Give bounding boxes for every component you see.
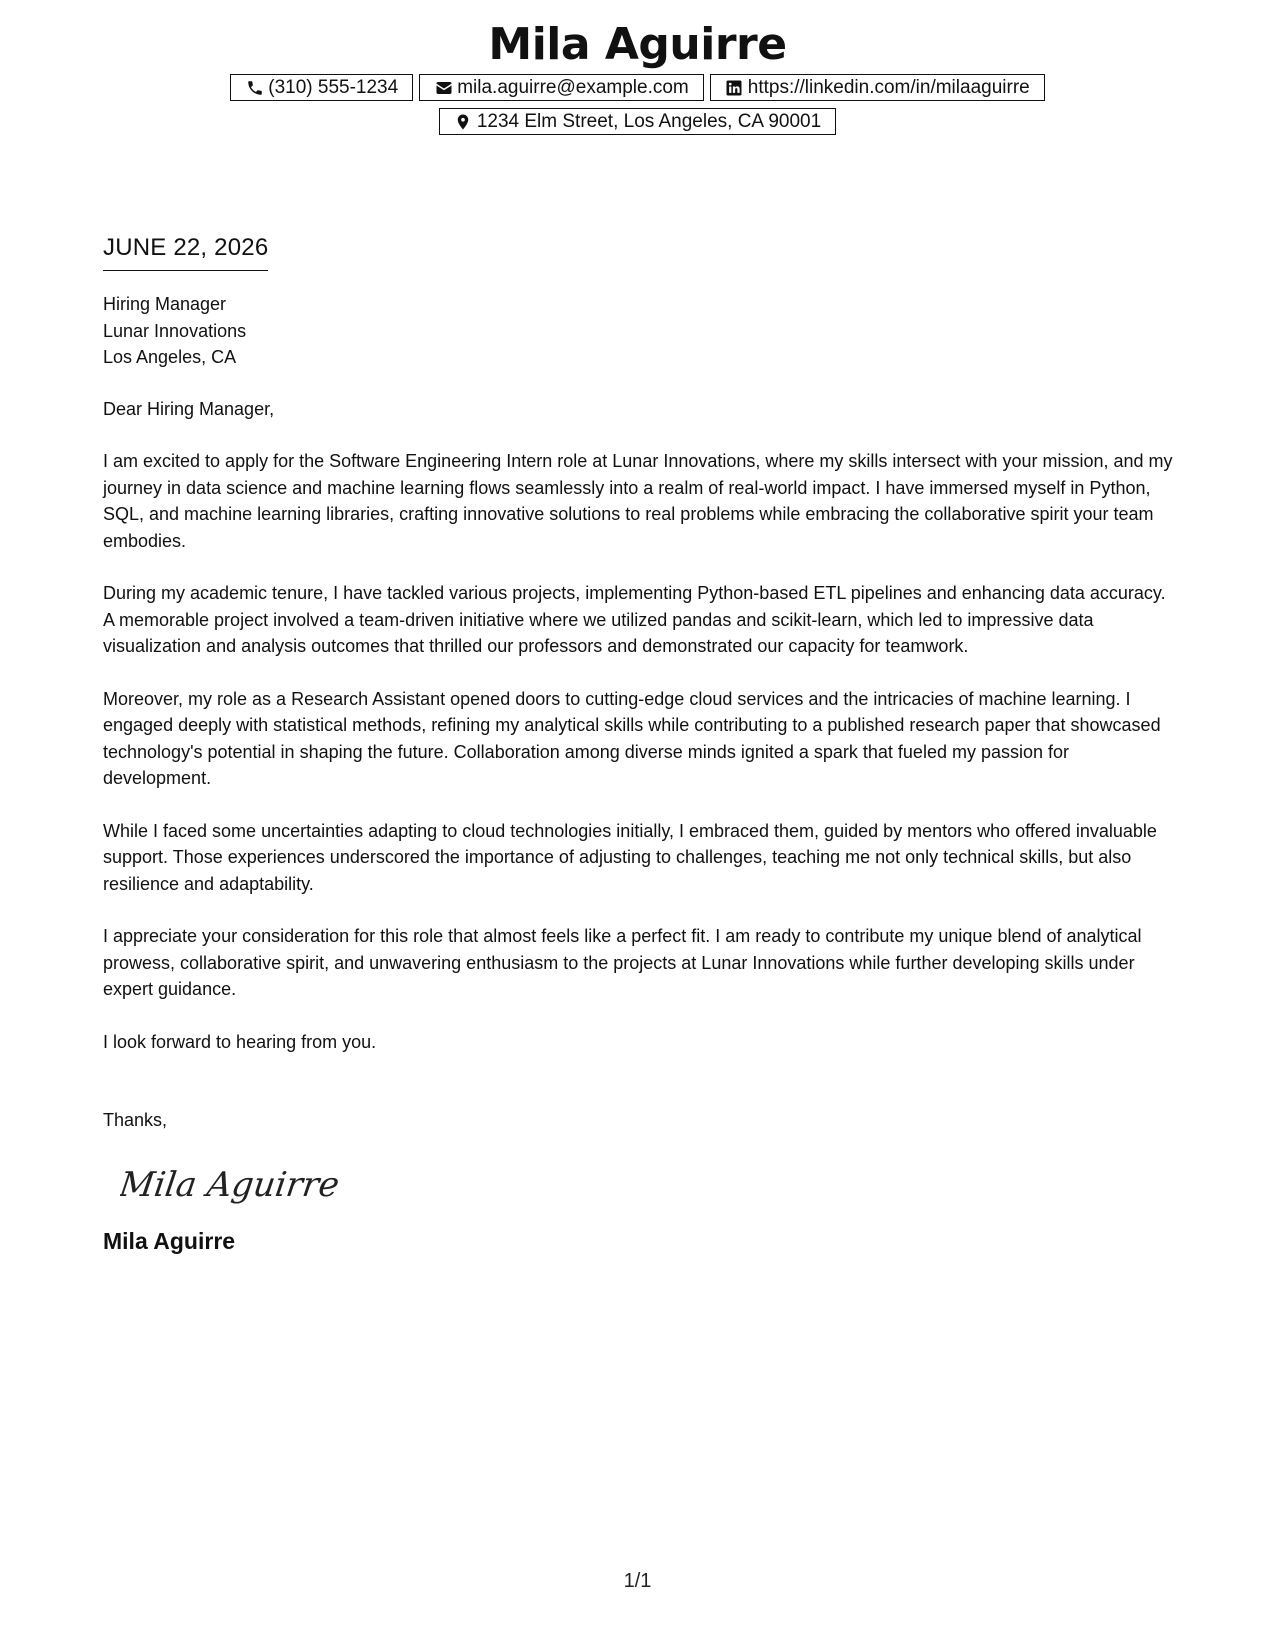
- phone-text: (310) 555-1234: [268, 77, 399, 98]
- linkedin-contact[interactable]: [710, 74, 1045, 101]
- envelope-icon: [434, 78, 453, 97]
- email-contact[interactable]: [419, 74, 704, 101]
- recipient-company: Lunar Innovations: [103, 320, 247, 341]
- salutation: Dear Hiring Manager,: [103, 398, 275, 419]
- body-paragraph: Moreover, my role as a Research Assistant opened doors to cutting-edge cloud services and the intricacies of machine learning. I engaged deeply with statistical methods, refining my analytical skills while contributing to a published research paper that showcased technology's potential in shaping the future. Collaboration among diverse minds ignited a spark that fueled my passion for development.: [103, 688, 1161, 788]
- letter-body: [103, 232, 1178, 1256]
- address-text: 1234 Elm Street, Los Angeles, CA 90001: [476, 111, 822, 132]
- linkedin-text: https://linkedin.com/in/milaaguirre: [747, 77, 1030, 98]
- contact-row-primary: [0, 74, 1275, 101]
- signoff: Thanks,: [103, 1110, 168, 1130]
- linkedin-icon: [725, 78, 744, 97]
- body-paragraph: During my academic tenure, I have tackled various projects, implementing Python-based ETL pipelines and enhancing data accuracy. A memorable project involved a team-driven initiative where we utilized pandas and scikit-learn, which led to impressive data visualization and analysis outcomes that thrilled our professors and demonstrated our capacity for teamwork.: [103, 583, 1166, 656]
- recipient-block: [103, 291, 1178, 371]
- handwritten-signature: [120, 1154, 350, 1214]
- letter-date: JUNE 22, 2026: [103, 232, 268, 271]
- phone-contact[interactable]: [230, 74, 413, 101]
- signer-name: Mila Aguirre: [103, 1227, 236, 1254]
- svg-text:Mila Aguirre: Mila Aguirre: [120, 1164, 342, 1205]
- phone-icon: [245, 78, 264, 97]
- letter-header: [0, 18, 1275, 135]
- email-text: mila.aguirre@example.com: [457, 77, 689, 98]
- contact-row-address: [0, 108, 1275, 135]
- address-contact: [439, 108, 836, 135]
- applicant-name: Mila Aguirre: [488, 19, 787, 70]
- body-paragraph: I appreciate your consideration for this role that almost feels like a perfect fit. I am ready to contribute my unique blend of analytical prowess, collaborative spirit, and unwavering enthusiasm to the projects at Lunar Innovations while further developing skills under expert guidance.: [103, 926, 1142, 999]
- body-paragraph: While I faced some uncertainties adapting to cloud technologies initially, I embraced them, guided by mentors who offered invaluable support. Those experiences underscored the importance of adjusting to challenges, teaching me not only technical skills, but also resilience and adaptability.: [103, 820, 1157, 894]
- closing-line: I look forward to hearing from you.: [103, 1031, 377, 1052]
- recipient-title: Hiring Manager: [103, 294, 227, 314]
- recipient-location: Los Angeles, CA: [103, 347, 237, 367]
- map-pin-icon: [454, 112, 473, 131]
- page-indicator: 1/1: [623, 1570, 652, 1592]
- body-paragraph: I am excited to apply for the Software Engineering Intern role at Lunar Innovations, where my skills intersect with your mission, and my journey in data science and machine learning flows seamlessly into a realm of real-world impact. I have immersed myself in Python, SQL, and machine learning libraries, crafting innovative solutions to real problems while embracing the collaborative spirit your team embodies.: [103, 451, 1173, 551]
